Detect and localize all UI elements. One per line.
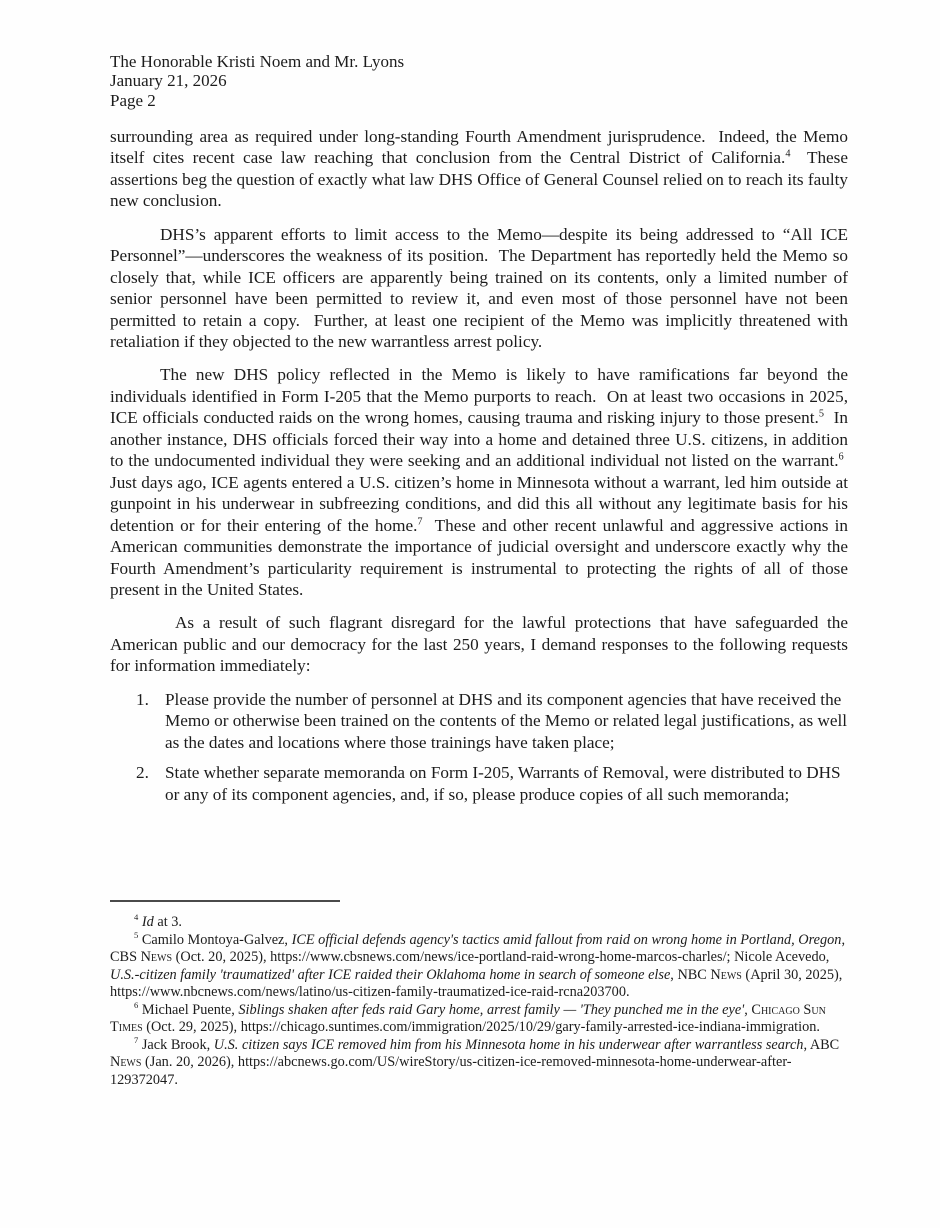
footnote-area [110,900,848,1089]
list-item-text: State whether separate memoranda on Form I-205, Warrants of Removal, were distributed to DHS or any of its component agencies, and, if so, please produce copies of all such memoranda; [165,763,841,804]
request-list-item [110,762,848,805]
list-item-number: 1. [136,689,149,709]
letter-body [110,126,848,677]
request-list-item [110,689,848,753]
footnote: $^5$ Camilo Montoya-Galvez, ICE official defends agency's tactics amid fallout from raid on wrong home in Portland, Oregon, CBS News (Oct. 20, 2025), https://www.cbsnews.com/news/ice-portland-raid-wrong-home-marcos-charles/; Nicole Acevedo, U.S.-citizen family 'traumatized' after ICE raided their Oklahoma home in search of someone else, NBC News (April 30, 2025), https://www.nbcnews.com/news/latino/us-citizen-family-traumatized-ice-raid-rcna203700. [110,929,846,1001]
header-date: January 21, 2026 [110,71,227,91]
paragraph: DHS’s apparent efforts to limit access to the Memo—despite its being addressed to “All ICE Personnel”—underscores the weakness of its position. The Department has reportedly held the Memo so closely that, while ICE officers are apparently being trained on its contents, only a limited number of senior personnel have been permitted to review it, and even most of those personnel have not been permitted to retain a copy. Further, at least one recipient of the Memo was implicitly threatened with retaliation if they objected to the new warrantless arrest policy. [110,224,848,351]
request-list [110,689,848,805]
paragraph: surrounding area as required under long-standing Fourth Amendment jurisprudence. Indeed, the Memo itself cites recent case law reaching that conclusion from the Central District of California.$^4$ These assertions beg the question of exactly what law DHS Office of General Counsel relied on to reach its faulty new conclusion. [110,126,848,211]
header-recipient: The Honorable Kristi Noem and Mr. Lyons [110,52,405,71]
header-page-number: Page 2 [110,90,156,110]
paragraph: The new DHS policy reflected in the Memo is likely to have ramifications far beyond the individuals identified in Form I-205 that the Memo purports to reach. On at least two occasions in 2025, ICE officials conducted raids on the wrong homes, causing trauma and risking injury to those present.$^5$ In another instance, DHS officials forced their way into a home and detained three U.S. citizens, in addition to the undocumented individual they were seeking and an additional individual not listed on the warrant.$^6$ Just days ago, ICE agents entered a U.S. citizen’s home in Minnesota without a warrant, led him outside at gunpoint in his underwear in subfreezing conditions, and did this all without any legitimate basis for his detention or for their entering of the home.$^7$ These and other recent unlawful and aggressive actions in American communities demonstrate the importance of judicial oversight and underscore exactly why the Fourth Amendment’s particularity requirement is instrumental to protecting the rights of all of those present in the United States. [110,365,848,599]
letter-content [110,52,848,814]
paragraph: As a result of such flagrant disregard for the lawful protections that have safeguarded the American public and our democracy for the last 250 years, I demand responses to the following requests for information immediately: [110,613,848,676]
footnote: $^7$ Jack Brook, U.S. citizen says ICE removed him from his Minnesota home in his underwear after warrantless search, ABC News (Jan. 20, 2026), https://abcnews.go.com/US/wireStory/us-citizen-ice-removed-minnesota-home-underwear-after-129372047. [110,1035,840,1088]
footnote-separator [110,900,340,902]
letter-header [110,52,848,110]
footnotes [110,914,848,1089]
list-item-text: Please provide the number of personnel at DHS and its component agencies that have received the Memo or otherwise been trained on the contents of the Memo or related legal justifications, as well as the dates and locations where those trainings have taken place; [165,689,848,752]
footnote: $^4$ Id at 3. [134,912,182,930]
footnote: $^6$ Michael Puente, Siblings shaken after feds raid Gary home, arrest family — 'They punched me in the eye', Chicago Sun Times (Oct. 29, 2025), https://chicago.suntimes.com/immigration/2025/10/29/gary-family-arrested-ice-indiana-immigration. [110,999,826,1036]
list-item-number: 2. [136,763,149,783]
